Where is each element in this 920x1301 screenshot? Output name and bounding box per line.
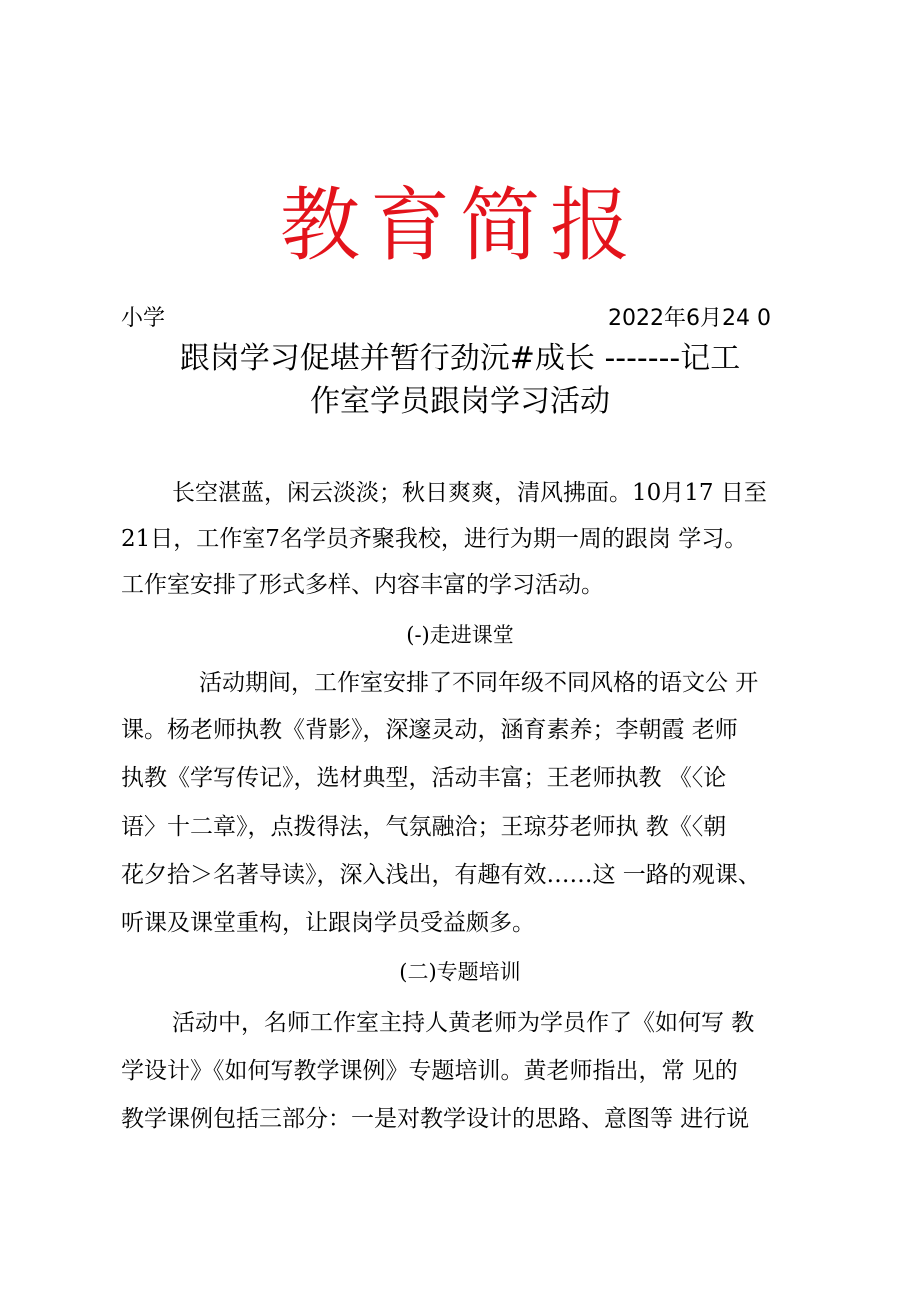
headline-line-1: 跟岗学习促堪并暂行劲沅#成长 -------记工 bbox=[179, 341, 741, 376]
section-2-heading: (二)专题培训 bbox=[399, 960, 521, 984]
section-1-line-4: 语〉十二章》，点拨得法，气氛融洽；王琼芬老师执 教《〈朝 bbox=[121, 814, 727, 840]
intro-line-2: 21日，工作室7名学员齐聚我校，进行为期一周的跟岗 学习。 bbox=[121, 526, 748, 552]
headline-line-2: 作室学员跟岗学习活动 bbox=[310, 384, 610, 419]
section-2-line-2: 学设计》《如何写教学课例》专题培训。黄老师指出，常 见的 bbox=[121, 1058, 738, 1084]
issue-date: 2022年6月24 0 bbox=[608, 306, 771, 331]
section-1-heading: (-)走进课堂 bbox=[406, 623, 514, 647]
section-2-line-3: 教学课例包括三部分：一是对教学设计的思路、意图等 进行说 bbox=[121, 1106, 750, 1132]
masthead-title: 教育简报 bbox=[280, 179, 640, 272]
section-1-line-2: 课。杨老师执教《背影》，深邃灵动，涵育素养；李朝霞 老师 bbox=[121, 717, 738, 743]
section-1-line-3: 执教《学写传记》，选材典型，活动丰富；王老师执教 《〈论 bbox=[121, 765, 727, 791]
section-1-line-6: 听课及课堂重构，让跟岗学员受益颇多。 bbox=[121, 910, 535, 936]
intro-line-3: 工作室安排了形式多样、内容丰富的学习活动。 bbox=[121, 572, 604, 598]
section-2-line-1: 活动中，名师工作室主持人黄老师为学员作了《如何写 教 bbox=[172, 1010, 755, 1036]
section-1-line-1: 活动期间，工作室安排了不同年级不同风格的语文公 开 bbox=[199, 670, 759, 696]
school-label: 小学 bbox=[121, 306, 166, 331]
section-1-line-5: 花夕拾＞名著导读》，深入浅出，有趣有效……这 一路的观课、 bbox=[121, 862, 761, 888]
intro-line-1: 长空湛蓝，闲云淡淡；秋日爽爽，清风拂面。10月17 日至 bbox=[172, 480, 767, 506]
